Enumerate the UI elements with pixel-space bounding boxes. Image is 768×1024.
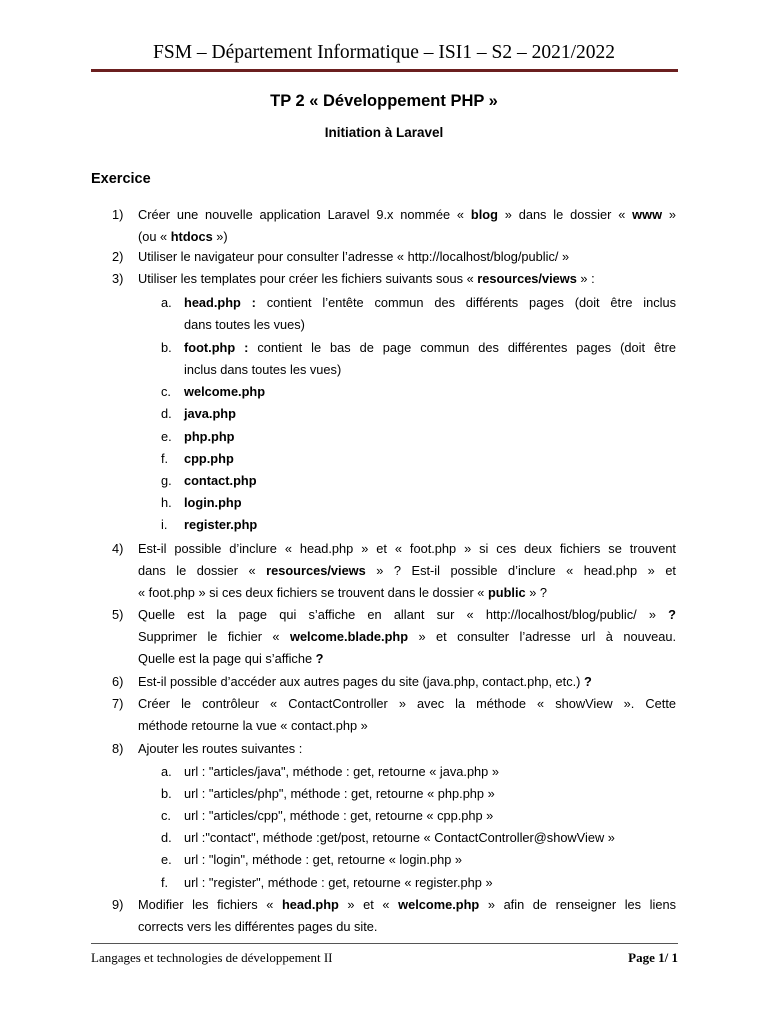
question-number: 6) [112,674,124,689]
route-item: url :"contact", méthode :get/post, retourne « ContactController@showView » [184,830,615,845]
list-letter: c. [161,808,171,823]
list-letter: e. [161,852,172,867]
question-6: Est-il possible d’accéder aux autres pages du site (java.php, contact.php, etc.) ? [138,674,592,689]
route-item: url : "login", méthode : get, retourne « login.php » [184,852,462,867]
list-item-foot: foot.php : contient le bas de page commun des différentes pages (doit être [184,340,677,355]
question-9-line-2: corrects vers les différentes pages du site. [138,919,378,934]
question-2: Utiliser le navigateur pour consulter l’adresse « http://localhost/blog/public/ » [138,249,570,264]
question-number: 9) [112,897,124,912]
list-letter: f. [161,451,169,466]
list-item-cpp: cpp.php [184,451,234,466]
list-letter: b. [161,340,172,355]
list-item-php: php.php [184,429,235,444]
list-item-register: register.php [184,517,258,532]
list-letter: h. [161,495,172,510]
question-number: 2) [112,249,124,264]
question-9-line-1: Modifier les fichiers « head.php » et « welcome.php » afin de renseigner les liens [138,897,676,912]
list-letter: f. [161,875,169,890]
question-7-line-2: méthode retourne la vue « contact.php » [138,718,368,733]
question-number: 8) [112,741,124,756]
list-item-contact: contact.php [184,473,257,488]
footer-rule [91,943,678,944]
section-heading: Exercice [91,171,151,187]
question-8: Ajouter les routes suivantes : [138,741,303,756]
question-number: 1) [112,207,124,222]
list-item-head: head.php : contient l’entête commun des différents pages (doit être inclus [184,295,676,310]
route-item: url : "articles/cpp", méthode : get, retourne « cpp.php » [184,808,494,823]
list-letter: e. [161,429,172,444]
question-5-line-1: Quelle est la page qui s’affiche en allant sur « http://localhost/blog/public/ » ? [138,607,676,622]
list-item-foot-cont: inclus dans toutes les vues) [184,362,342,377]
header-rule [91,69,678,72]
question-5-line-3: Quelle est la page qui s’affiche ? [138,651,324,666]
question-7-line-1: Créer le contrôleur « ContactController » avec la méthode « showView ». Cette [138,696,676,711]
question-number: 5) [112,607,124,622]
route-item: url : "register", méthode : get, retourne « register.php » [184,875,493,890]
question-1-line-1: Créer une nouvelle application Laravel 9.x nommée « blog » dans le dossier « www » [138,207,676,222]
document-title: TP 2 « Développement PHP » [270,92,498,110]
list-item-head-cont: dans toutes les vues) [184,317,305,332]
question-4-line-3: « foot.php » si ces deux fichiers se trouvent dans le dossier « public » ? [138,585,548,600]
document-subtitle: Initiation à Laravel [324,125,444,140]
list-letter: d. [161,830,172,845]
question-number: 7) [112,696,124,711]
list-letter: g. [161,473,172,488]
list-letter: i. [161,517,168,532]
page-header: FSM – Département Informatique – ISI1 – S2 – 2021/2022 [153,42,615,63]
list-letter: a. [161,295,172,310]
footer-page-number: Page 1/ 1 [628,950,678,965]
list-letter: a. [161,764,172,779]
route-item: url : "articles/java", méthode : get, retourne « java.php » [184,764,499,779]
list-letter: c. [161,384,171,399]
list-item-welcome: welcome.php [184,384,266,399]
question-4-line-2: dans le dossier « resources/views » ? Est-il possible d’inclure « head.php » et [138,563,676,578]
question-3: Utiliser les templates pour créer les fichiers suivants sous « resources/views » : [138,271,595,286]
list-item-login: login.php [184,495,242,510]
list-letter: d. [161,406,172,421]
list-item-java: java.php [184,406,236,421]
question-4-line-1: Est-il possible d’inclure « head.php » et « foot.php » si ces deux fichiers se trouvent [138,541,676,556]
question-1-line-2: (ou « htdocs ») [138,229,228,244]
question-5-line-2: Supprimer le fichier « welcome.blade.php » et consulter l’adresse url à nouveau. [138,629,676,644]
route-item: url : "articles/php", méthode : get, retourne « php.php » [184,786,495,801]
footer-course: Langages et technologies de développement II [91,950,333,965]
question-number: 4) [112,541,124,556]
list-letter: b. [161,786,172,801]
question-number: 3) [112,271,124,286]
